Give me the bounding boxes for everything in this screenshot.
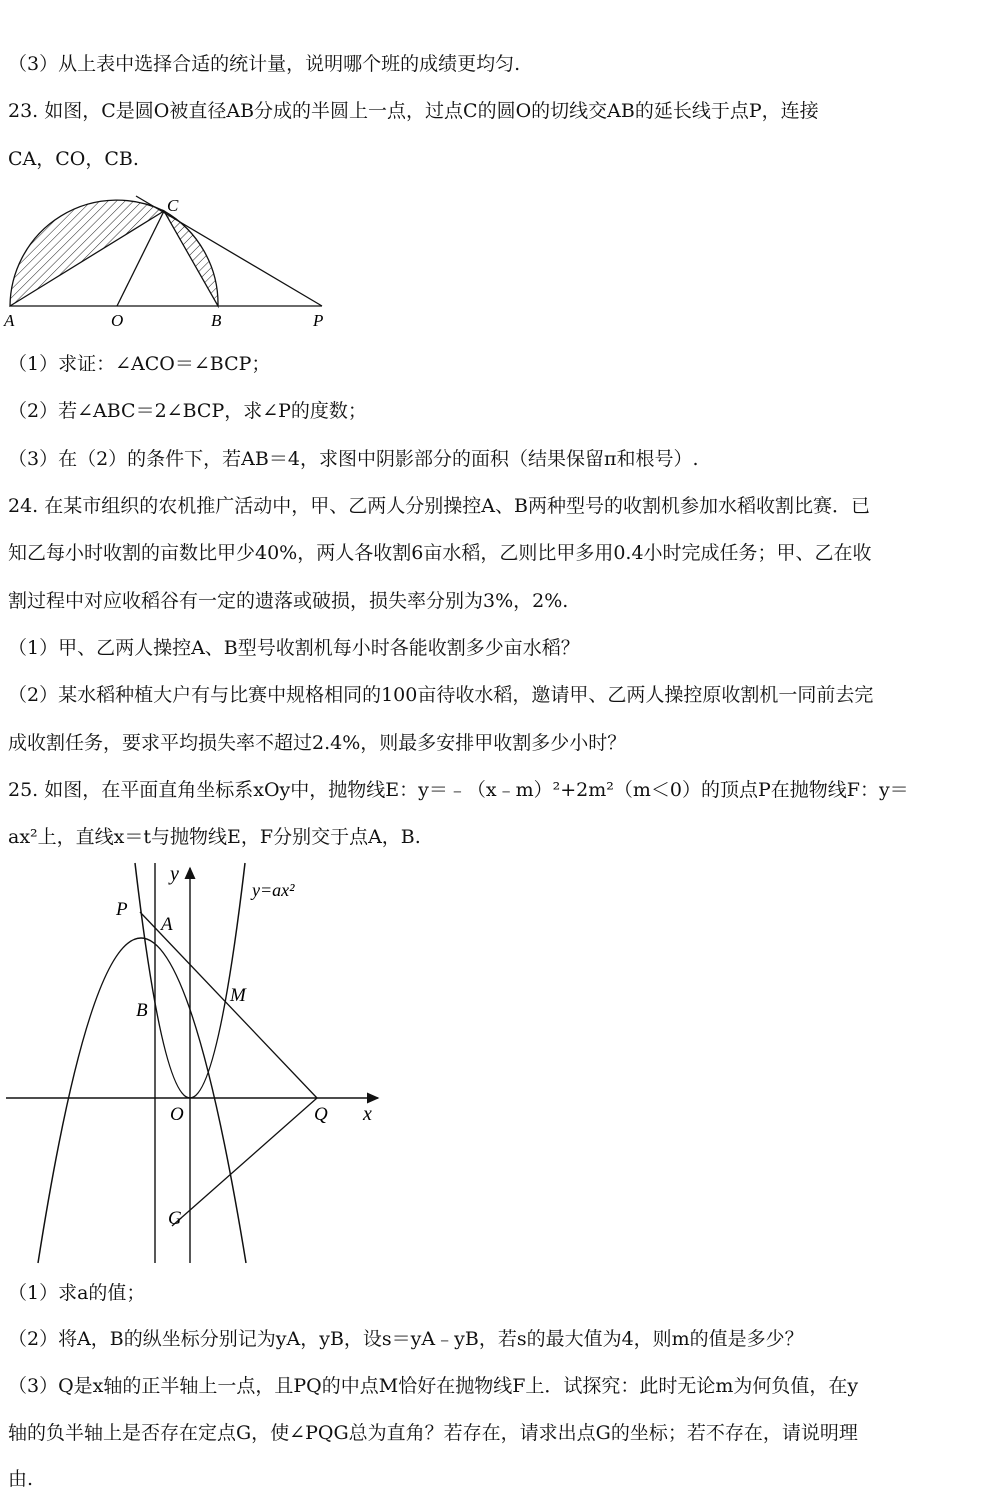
q25-part3-line2: 轴的负半轴上是否存在定点G，使∠PQG总为直角？若存在，请求出点G的坐标；若不存在，请说明理 (8, 1422, 858, 1444)
q24-part2-line1: （2）某水稻种植大户有与比赛中规格相同的100亩待收水稻，邀请甲、乙两人操控原收割机一同前去完 (8, 684, 874, 706)
q25-part3-line3: 由. (8, 1468, 34, 1490)
q23-part1: （1）求证：∠ACO＝∠BCP； (8, 353, 271, 375)
fig2-label-b: B (136, 1000, 148, 1021)
q24-part2-line2: 成收割任务，要求平均损失率不超过2.4%，则最多安排甲收割多少小时？ (8, 732, 627, 754)
q23-stem-line2: CA，CO，CB. (8, 148, 139, 170)
fig2-label-o: O (170, 1104, 184, 1125)
q24-stem-line2: 知乙每小时收割的亩数比甲少40%，两人各收割6亩水稻，乙则比甲多用0.4小时完成任务；甲、乙在收 (8, 542, 872, 564)
q24-part1: （1）甲、乙两人操控A、B型号收割机每小时各能收割多少亩水稻？ (8, 637, 580, 659)
fig2-label-a: A (161, 914, 173, 935)
fig2-label-q: Q (314, 1104, 328, 1125)
q24-stem-line1: 24. 在某市组织的农机推广活动中，甲、乙两人分别操控A、B两种型号的收割机参加水稻收割比赛．已 (8, 495, 870, 517)
q23-stem-line1: 23. 如图，C是圆O被直径AB分成的半圆上一点，过点C的圆O的切线交AB的延长线于点P，连接 (8, 100, 819, 122)
q23-part3: （3）在（2）的条件下，若AB＝4，求图中阴影部分的面积（结果保留π和根号）. (8, 448, 699, 470)
q25-figure (0, 858, 390, 1268)
fig2-label-p: P (116, 899, 128, 920)
q23-figure (0, 190, 340, 335)
q22-part3: （3）从上表中选择合适的统计量，说明哪个班的成绩更均匀. (8, 53, 521, 75)
fig2-label-x: x (363, 1103, 372, 1125)
fig2-curve-label: y=ax² (252, 880, 295, 900)
fig1-label-p: P (313, 311, 324, 330)
fig1-label-c: C (167, 196, 179, 215)
q25-part2: （2）将A，B的纵坐标分别记为yA，yB，设s＝yA﹣yB，若s的最大值为4，则m的值是多少？ (8, 1328, 804, 1350)
fig1-label-o: O (111, 311, 124, 330)
fig1-label-a: A (4, 311, 15, 330)
q25-stem-line2: ax²上，直线x＝t与抛物线E，F分别交于点A，B. (8, 826, 421, 848)
q24-stem-line3: 割过程中对应收稻谷有一定的遗落或破损，损失率分别为3%，2%. (8, 590, 569, 612)
fig2-label-y: y (170, 863, 179, 885)
q23-part2: （2）若∠ABC＝2∠BCP，求∠P的度数； (8, 400, 367, 422)
fig1-label-b: B (211, 311, 222, 330)
fig2-label-m: M (230, 985, 246, 1006)
q25-part1: （1）求a的值； (8, 1282, 146, 1304)
fig2-label-g: G (168, 1208, 182, 1229)
q25-stem-line1: 25. 如图，在平面直角坐标系xOy中，抛物线E：y＝﹣（x﹣m）²+2m²（m＜0）的顶点P在抛物线F：y＝ (8, 779, 909, 801)
q25-part3-line1: （3）Q是x轴的正半轴上一点，且PQ的中点M恰好在抛物线F上．试探究：此时无论m为何负值，在y (8, 1375, 859, 1397)
